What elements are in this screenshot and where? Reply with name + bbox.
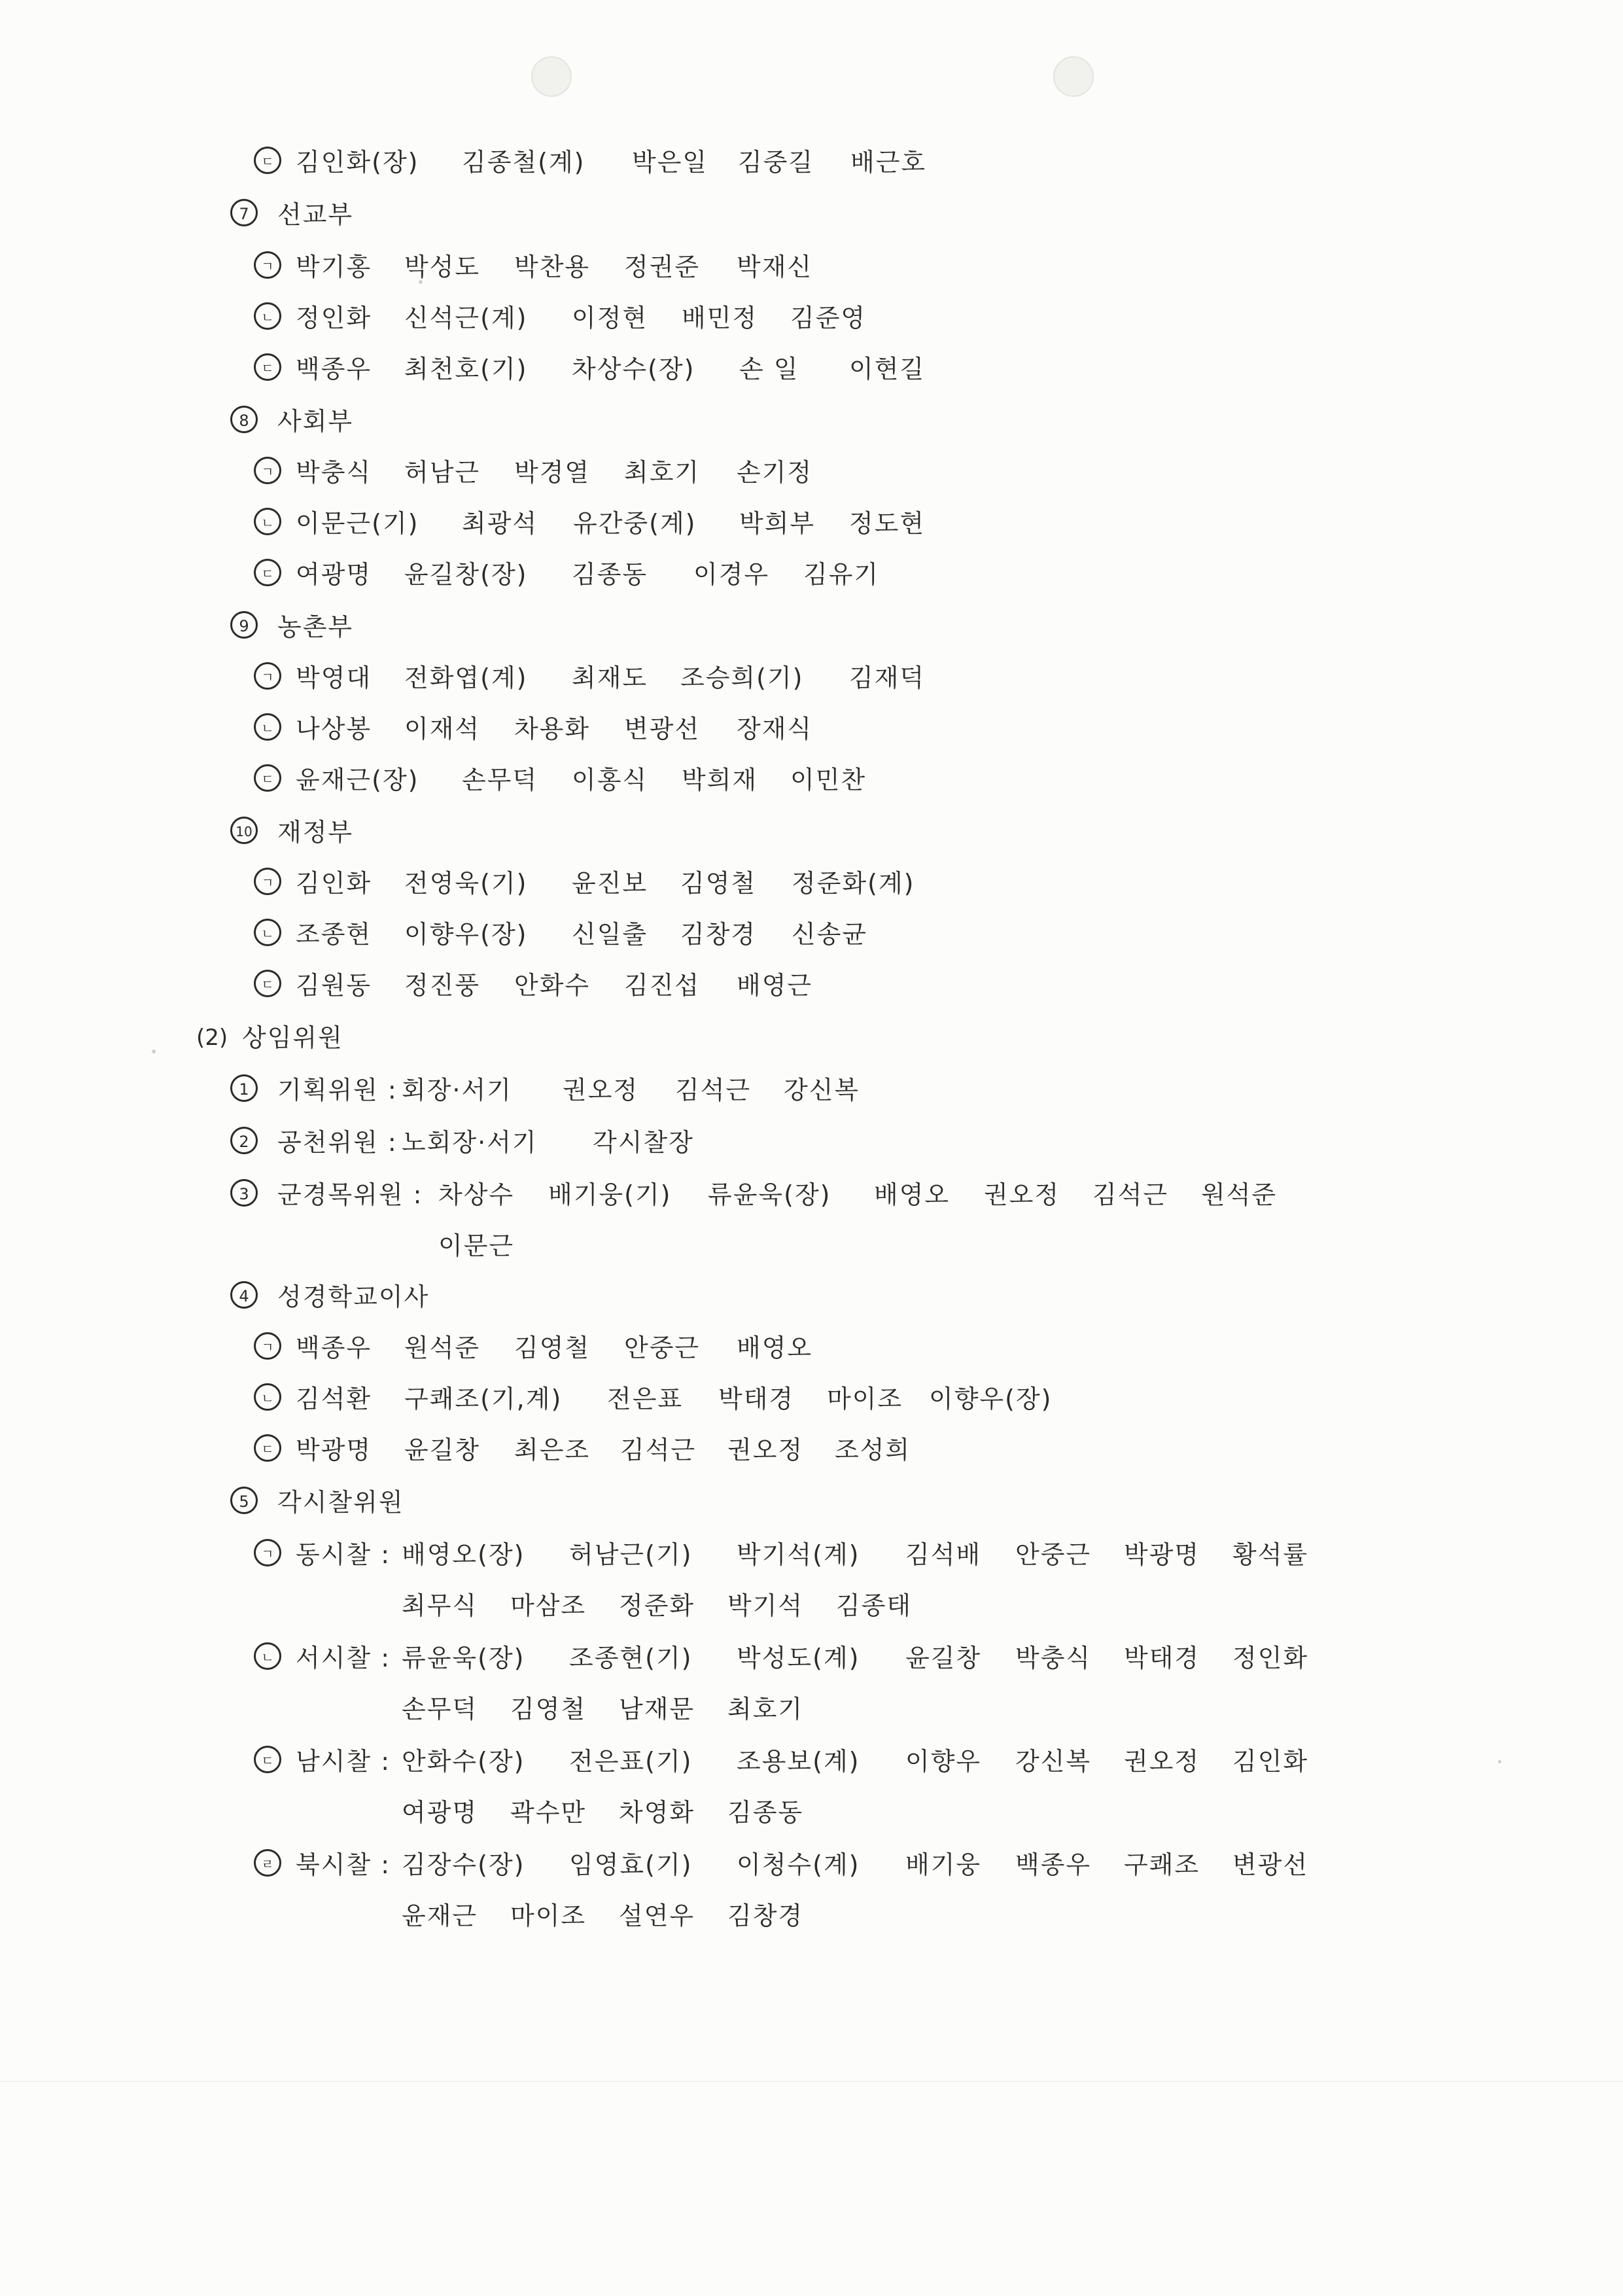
member: 김석근 xyxy=(620,1436,697,1464)
member: 신일출 xyxy=(572,920,648,949)
member: 이재석 xyxy=(404,715,481,743)
member: 안화수(장) xyxy=(402,1747,525,1776)
member: 김석근 xyxy=(1092,1180,1169,1209)
member: 박경열 xyxy=(514,458,591,487)
member: 조승희(기) xyxy=(680,663,804,692)
member: 장재식 xyxy=(737,715,813,743)
group-marker-c: ㄷ xyxy=(254,1434,281,1462)
member: 변광선 xyxy=(1232,1850,1309,1879)
member: 김종철(계) xyxy=(462,148,585,177)
number-marker: 2 xyxy=(230,1127,258,1154)
member: 정인화 xyxy=(1232,1644,1309,1672)
district-label: 북시찰 : xyxy=(296,1850,391,1879)
member: 류윤욱(장) xyxy=(708,1180,831,1209)
member: 윤길창 xyxy=(404,1436,481,1464)
district-label: 남시찰 : xyxy=(296,1747,391,1776)
ink-speck xyxy=(152,1050,156,1053)
punch-hole xyxy=(531,56,572,97)
member: 김인화 xyxy=(1232,1747,1309,1776)
member: 박재신 xyxy=(737,253,813,281)
member: 배영오 xyxy=(737,1333,813,1362)
member: 배영오 xyxy=(874,1180,951,1209)
group-marker-a: ㄱ xyxy=(254,1539,281,1566)
member: 나상봉 xyxy=(296,715,372,743)
member: 안중근 xyxy=(624,1333,701,1362)
committee-text: 회장·서기 xyxy=(402,1076,512,1104)
district-label: 동시찰 : xyxy=(296,1540,391,1569)
member: 정진풍 xyxy=(404,971,481,1000)
member: 최재도 xyxy=(572,663,648,692)
group-marker-a: ㄱ xyxy=(254,251,281,279)
group-marker-c: ㄷ xyxy=(254,559,281,586)
member: 김석근 xyxy=(675,1076,752,1104)
member: 설연우 xyxy=(619,1901,695,1930)
member: 배민정 xyxy=(682,304,758,332)
member: 변광선 xyxy=(624,715,701,743)
member: 구쾌조(기,계) xyxy=(404,1385,563,1413)
member: 원석준 xyxy=(1201,1180,1278,1209)
member: 최천호(기) xyxy=(404,355,528,383)
member: 백종우 xyxy=(296,1333,372,1362)
member: 권오정 xyxy=(984,1180,1060,1209)
section-number: (2) xyxy=(196,1025,228,1051)
scan-edge-line xyxy=(0,2081,1623,2082)
member: 김영철 xyxy=(514,1333,591,1362)
group-marker-c: ㄷ xyxy=(254,147,281,174)
member: 마이조 xyxy=(827,1385,903,1413)
dept-title: 선교부 xyxy=(277,200,354,229)
member: 김유기 xyxy=(803,560,880,589)
member: 김원동 xyxy=(296,971,372,1000)
member: 각시찰장 xyxy=(593,1128,694,1157)
member: 김종태 xyxy=(836,1591,913,1620)
member: 박기석(계) xyxy=(737,1540,860,1569)
member: 구쾌조 xyxy=(1124,1850,1200,1879)
member: 손무덕 xyxy=(462,766,538,794)
member: 윤진보 xyxy=(572,869,648,898)
member: 허남근(기) xyxy=(569,1540,693,1569)
member: 곽수만 xyxy=(510,1798,587,1827)
group-marker-a: ㄱ xyxy=(254,868,281,895)
member: 박광명 xyxy=(1124,1540,1200,1569)
member: 손기정 xyxy=(737,458,813,487)
member: 김석배 xyxy=(905,1540,982,1569)
member: 박태경 xyxy=(1124,1644,1200,1672)
member: 박태경 xyxy=(718,1385,795,1413)
member: 박기석 xyxy=(727,1591,804,1620)
number-marker: 10 xyxy=(230,817,258,844)
member: 최은조 xyxy=(514,1436,591,1464)
member: 박영대 xyxy=(296,663,372,692)
member: 박은일 xyxy=(632,148,708,177)
member: 이현길 xyxy=(849,355,926,383)
member: 권오정 xyxy=(563,1076,639,1104)
member: 차영화 xyxy=(619,1798,695,1827)
number-marker: 5 xyxy=(230,1487,258,1514)
member: 이문근 xyxy=(438,1231,515,1260)
member: 윤재근(장) xyxy=(296,766,419,794)
member: 최호기 xyxy=(727,1695,804,1723)
committee-label: 공천위원 : xyxy=(277,1128,398,1157)
member: 배기웅 xyxy=(905,1850,982,1879)
group-marker-c: ㄷ xyxy=(254,764,281,792)
member: 유간중(계) xyxy=(573,509,697,538)
group-marker-b: ㄴ xyxy=(254,302,281,330)
member: 안화수 xyxy=(514,971,591,1000)
member: 정인화 xyxy=(296,304,372,332)
member: 배근호 xyxy=(850,148,927,177)
number-marker: 7 xyxy=(230,199,258,226)
member: 황석률 xyxy=(1232,1540,1309,1569)
dept-title: 사회부 xyxy=(277,407,354,436)
member: 임영효(기) xyxy=(569,1850,693,1879)
member: 이민찬 xyxy=(790,766,867,794)
member: 배영근 xyxy=(737,971,813,1000)
member: 윤길창 xyxy=(905,1644,982,1672)
member: 전영욱(기) xyxy=(404,869,528,898)
member: 박성도(계) xyxy=(737,1644,860,1672)
member: 전은표 xyxy=(607,1385,684,1413)
member: 김창경 xyxy=(727,1901,804,1930)
member: 최광석 xyxy=(462,509,538,538)
group-marker-a: ㄱ xyxy=(254,457,281,484)
member: 배영오(장) xyxy=(402,1540,525,1569)
number-marker: 4 xyxy=(230,1281,258,1309)
member: 차상수 xyxy=(438,1180,515,1209)
member: 신송균 xyxy=(792,920,868,949)
member: 박충식 xyxy=(1015,1644,1092,1672)
member: 김진섭 xyxy=(624,971,701,1000)
committee-title: 성경학교이사 xyxy=(277,1282,430,1311)
member: 김창경 xyxy=(680,920,757,949)
member: 조종현(기) xyxy=(569,1644,693,1672)
member: 조성희 xyxy=(835,1436,911,1464)
member: 이향우 xyxy=(905,1747,982,1776)
group-marker-d: ㄹ xyxy=(254,1849,281,1877)
member: 강신복 xyxy=(1015,1747,1092,1776)
number-marker: 3 xyxy=(230,1179,258,1207)
member: 조종현 xyxy=(296,920,372,949)
member: 김재덕 xyxy=(849,663,926,692)
member: 손무덕 xyxy=(402,1695,478,1723)
member: 원석준 xyxy=(404,1333,481,1362)
number-marker: 1 xyxy=(230,1074,258,1102)
committee-text: 노회장·서기 xyxy=(402,1128,538,1157)
member: 백종우 xyxy=(1015,1850,1092,1879)
member: 윤재근 xyxy=(402,1901,478,1930)
member: 이홍식 xyxy=(572,766,648,794)
dept-title: 농촌부 xyxy=(277,612,354,641)
member: 배기웅(기) xyxy=(548,1180,672,1209)
member: 여광명 xyxy=(296,560,372,589)
member: 마이조 xyxy=(510,1901,587,1930)
group-marker-c: ㄷ xyxy=(254,970,281,997)
group-marker-b: ㄴ xyxy=(254,1642,281,1670)
member: 강신복 xyxy=(784,1076,860,1104)
member: 권오정 xyxy=(1124,1747,1200,1776)
member: 이향우(장) xyxy=(929,1385,1053,1413)
member: 김석환 xyxy=(296,1385,372,1413)
member: 김인화(장) xyxy=(296,148,419,177)
member: 허남근 xyxy=(404,458,481,487)
member: 최호기 xyxy=(624,458,701,487)
member: 안중근 xyxy=(1015,1540,1092,1569)
member: 최무식 xyxy=(402,1591,478,1620)
member: 박기홍 xyxy=(296,253,372,281)
member: 차용화 xyxy=(514,715,591,743)
member: 박성도 xyxy=(404,253,481,281)
member: 박충식 xyxy=(296,458,372,487)
group-marker-b: ㄴ xyxy=(254,1383,281,1411)
number-marker: 8 xyxy=(230,406,258,433)
member: 박찬용 xyxy=(514,253,591,281)
section-title: 상임위원 xyxy=(242,1023,343,1052)
number-marker: 9 xyxy=(230,611,258,639)
member: 김영철 xyxy=(680,869,757,898)
district-label: 서시찰 : xyxy=(296,1644,391,1672)
committee-label: 군경목위원 : xyxy=(277,1180,423,1209)
committee-label: 기획위원 : xyxy=(277,1076,398,1104)
member: 김준영 xyxy=(790,304,867,332)
member: 이향우(장) xyxy=(404,920,528,949)
group-marker-c: ㄷ xyxy=(254,1746,281,1773)
member: 김영철 xyxy=(510,1695,587,1723)
member: 류윤욱(장) xyxy=(402,1644,525,1672)
member: 차상수(장) xyxy=(572,355,695,383)
group-marker-a: ㄱ xyxy=(254,662,281,690)
member: 이청수(계) xyxy=(737,1850,860,1879)
member: 남재문 xyxy=(619,1695,695,1723)
member: 이정현 xyxy=(572,304,648,332)
member: 권오정 xyxy=(727,1436,804,1464)
group-marker-b: ㄴ xyxy=(254,713,281,741)
member: 정준화 xyxy=(619,1591,695,1620)
member: 조용보(계) xyxy=(737,1747,860,1776)
member: 김종동 xyxy=(727,1798,804,1827)
member: 박광명 xyxy=(296,1436,372,1464)
ink-speck xyxy=(1498,1760,1501,1763)
member: 김중길 xyxy=(738,148,814,177)
group-marker-c: ㄷ xyxy=(254,353,281,381)
member: 윤길창(장) xyxy=(404,560,528,589)
member: 정도현 xyxy=(849,509,926,538)
member: 손 일 xyxy=(739,355,799,383)
member: 김인화 xyxy=(296,869,372,898)
member: 전은표(기) xyxy=(569,1747,693,1776)
member: 백종우 xyxy=(296,355,372,383)
group-marker-a: ㄱ xyxy=(254,1332,281,1360)
member: 정준화(계) xyxy=(792,869,915,898)
committee-title: 각시찰위원 xyxy=(277,1488,404,1517)
member: 이문근(기) xyxy=(296,509,419,538)
punch-hole xyxy=(1053,56,1094,97)
member: 전화엽(계) xyxy=(404,663,528,692)
member: 신석근(계) xyxy=(404,304,528,332)
member: 마삼조 xyxy=(510,1591,587,1620)
group-marker-b: ㄴ xyxy=(254,919,281,946)
dept-title: 재정부 xyxy=(277,818,354,847)
member: 이경우 xyxy=(693,560,770,589)
member: 정권준 xyxy=(624,253,701,281)
member: 여광명 xyxy=(402,1798,478,1827)
member: 박희부 xyxy=(739,509,816,538)
member: 김종동 xyxy=(572,560,648,589)
member: 박희재 xyxy=(682,766,758,794)
member: 김장수(장) xyxy=(402,1850,525,1879)
group-marker-b: ㄴ xyxy=(254,508,281,535)
